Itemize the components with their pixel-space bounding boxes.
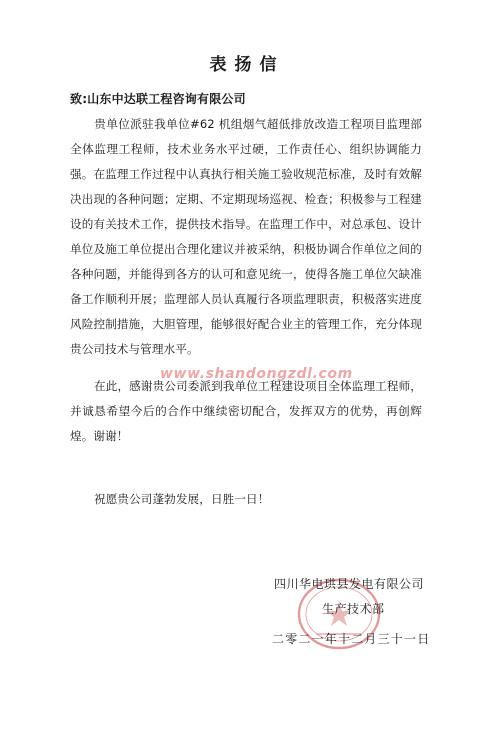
- website-watermark: www.shandongzdl.com: [160, 366, 353, 382]
- paragraph-commendation: [70, 112, 422, 362]
- salutation: 致:山东中达联工程咨询有限公司: [70, 92, 246, 106]
- signature-date: 二零二一年十二月三十一日: [272, 632, 431, 646]
- letter-title: 表扬信: [209, 55, 285, 75]
- paragraph-wishes-text: 祝愿贵公司蓬勃发展，日胜一日！: [94, 492, 270, 506]
- signature-department: 生产技术部: [322, 602, 385, 616]
- paragraph-wishes: [70, 487, 422, 512]
- paragraph-thanks: [70, 374, 422, 449]
- paragraph-commendation-text: 贵单位派驻我单位#62 机组烟气超低排放改造工程项目监理部全体监理工程师，技术业务水平过硬，工作责任心、组织协调能力强。在监理工作过程中认真执行相关施工验收规范标准，及时有效解决出现的各种问题；定期、不定期现场巡视、检查；积极参与工程建设的有关技术工作，提供技术指导。在监理工作中，对总承包、设计单位及施工单位提出合理化建议并被采纳，积极协调合作单位之间的各种问题，并能得到各方的认可和意见统一，使得各施工单位欠缺准备工作顺利开展；监理部人员认真履行各项监理职责，积极落实进度风险控制措施，大胆管理，能够很好配合业主的管理工作，充分体现贵公司技术与管理水平。: [70, 117, 422, 356]
- paragraph-thanks-text: 在此，感谢贵公司委派到我单位工程建设项目全体监理工程师，并诚恳希望今后的合作中继续密切配合，发挥双方的优势，再创辉煌。谢谢！: [70, 379, 422, 443]
- signature-company: 四川华电珙县发电有限公司: [274, 577, 425, 591]
